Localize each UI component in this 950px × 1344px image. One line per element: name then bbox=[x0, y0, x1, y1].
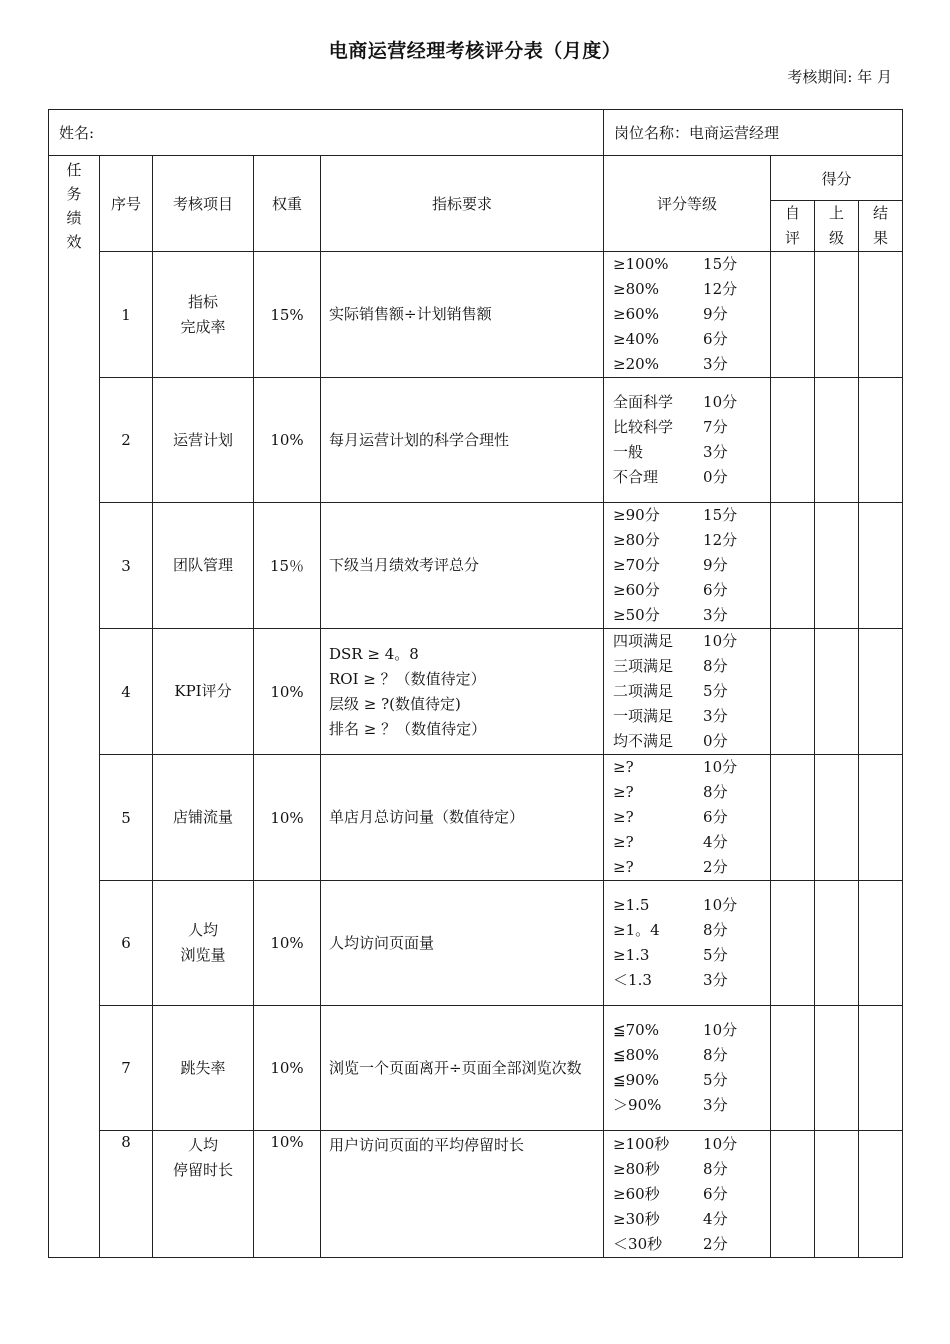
grade-points: 8分 bbox=[703, 1046, 728, 1064]
grade-line bbox=[613, 1043, 770, 1068]
row-item bbox=[153, 629, 254, 755]
header-char: 结 bbox=[873, 204, 889, 222]
grade-points: 4分 bbox=[703, 1209, 728, 1228]
name-field[interactable]: 姓名: bbox=[49, 110, 604, 156]
grade-level: ≥? bbox=[613, 808, 634, 826]
row-item-line: 团队管理 bbox=[172, 556, 233, 574]
superior-score-cell[interactable] bbox=[815, 1006, 859, 1131]
row-weight: 15％ bbox=[254, 503, 321, 629]
header-grade: 评分等级 bbox=[604, 156, 771, 252]
column-header-row bbox=[49, 156, 903, 201]
grade-level: ≥20% bbox=[613, 355, 659, 373]
grade-points: 8分 bbox=[703, 921, 728, 939]
row-item-line: 浏览量 bbox=[180, 946, 226, 964]
grade-points: 3分 bbox=[703, 971, 728, 989]
grade-line bbox=[613, 1018, 770, 1043]
row-item-line: 人均 bbox=[187, 921, 218, 939]
grade-line bbox=[613, 968, 770, 993]
requirement-line: 人均访问页面量 bbox=[329, 933, 435, 952]
grade-line bbox=[613, 1068, 770, 1093]
self-score-cell[interactable] bbox=[771, 503, 815, 629]
row-item-line: 跳失率 bbox=[180, 1058, 226, 1077]
grade-line bbox=[613, 503, 770, 528]
row-item bbox=[153, 1006, 254, 1131]
grade-line bbox=[613, 943, 770, 968]
grade-level: ≥1.3 bbox=[613, 946, 650, 964]
grade-line bbox=[613, 302, 770, 327]
grade-line bbox=[613, 729, 770, 754]
grade-level: 二项满足 bbox=[613, 682, 674, 700]
row-no: 7 bbox=[100, 1006, 153, 1131]
grade-level: 三项满足 bbox=[613, 657, 674, 675]
grade-line bbox=[613, 679, 770, 704]
header-char: 上 bbox=[829, 204, 845, 222]
self-score-cell[interactable] bbox=[771, 881, 815, 1006]
grade-level: ≥? bbox=[613, 783, 634, 801]
grade-level: ≥60% bbox=[613, 305, 659, 323]
requirement-line: 下级当月绩效考评总分 bbox=[329, 556, 480, 574]
grade-line bbox=[613, 352, 770, 377]
row-weight: 15% bbox=[254, 252, 321, 378]
grade-level: 不合理 bbox=[613, 468, 659, 486]
row-item bbox=[153, 881, 254, 1006]
row-grades bbox=[604, 755, 771, 881]
row-grades bbox=[604, 1006, 771, 1131]
row-requirement bbox=[321, 503, 604, 629]
grade-points: 3分 bbox=[703, 1096, 728, 1114]
grade-points: 12分 bbox=[703, 531, 738, 549]
result-score-cell[interactable] bbox=[859, 378, 903, 503]
row-weight: 10% bbox=[254, 1131, 321, 1258]
grade-points: 5分 bbox=[703, 946, 728, 964]
section-char: 绩 bbox=[66, 209, 82, 227]
row-no: 6 bbox=[100, 881, 153, 1006]
table-row bbox=[49, 1131, 903, 1258]
grade-line bbox=[613, 415, 770, 440]
grade-points: 10分 bbox=[703, 896, 738, 914]
row-grades bbox=[604, 378, 771, 503]
assessment-table bbox=[48, 109, 903, 1258]
grade-line bbox=[613, 654, 770, 679]
grade-points: 15分 bbox=[703, 255, 738, 273]
grade-points: 10分 bbox=[703, 632, 738, 650]
grade-points: 10分 bbox=[703, 1021, 738, 1039]
grade-level: ≥70分 bbox=[613, 556, 660, 574]
superior-score-cell[interactable] bbox=[815, 252, 859, 378]
assessment-period: 考核期间: 年 月 bbox=[787, 68, 892, 86]
grade-points: 12分 bbox=[703, 280, 738, 298]
grade-points: 15分 bbox=[703, 506, 738, 524]
grade-line bbox=[613, 1207, 770, 1232]
grade-points: 6分 bbox=[703, 808, 728, 826]
grade-level: ≦70% bbox=[613, 1021, 659, 1039]
grade-level: ≥80% bbox=[613, 280, 659, 298]
header-item: 考核项目 bbox=[153, 156, 254, 252]
grade-line bbox=[613, 918, 770, 943]
grade-points: 10分 bbox=[703, 1134, 738, 1153]
grade-points: 3分 bbox=[703, 707, 728, 725]
header-char: 自 bbox=[785, 204, 801, 222]
row-no: 8 bbox=[100, 1131, 153, 1258]
grade-level: ≥? bbox=[613, 758, 634, 776]
row-item-line: 运营计划 bbox=[172, 430, 233, 449]
grade-points: 8分 bbox=[703, 783, 728, 801]
grade-line bbox=[613, 465, 770, 490]
row-no: 4 bbox=[100, 629, 153, 755]
grade-level: ≥100秒 bbox=[613, 1134, 670, 1153]
grade-points: 9分 bbox=[703, 556, 728, 574]
grade-level: ＜30秒 bbox=[613, 1234, 663, 1253]
grade-points: 2分 bbox=[703, 858, 728, 876]
position-field: 岗位名称：电商运营经理 bbox=[604, 110, 903, 156]
row-requirement bbox=[321, 755, 604, 881]
header-char: 果 bbox=[873, 229, 889, 247]
row-weight: 10% bbox=[254, 881, 321, 1006]
grade-level: ≥40% bbox=[613, 330, 659, 348]
grade-line bbox=[613, 780, 770, 805]
grade-points: 5分 bbox=[703, 682, 728, 700]
grade-points: 0分 bbox=[703, 732, 728, 750]
grade-points: 3分 bbox=[703, 443, 728, 461]
row-grades bbox=[604, 881, 771, 1006]
grade-line bbox=[613, 553, 770, 578]
grade-line bbox=[613, 1232, 770, 1257]
self-score-cell[interactable] bbox=[771, 1131, 815, 1258]
grade-level: ≥60秒 bbox=[613, 1184, 660, 1203]
grade-level: ≥? bbox=[613, 833, 634, 851]
grade-points: 3分 bbox=[703, 606, 728, 624]
requirement-line: 每月运营计划的科学合理性 bbox=[329, 430, 510, 449]
grade-level: ＜1.3 bbox=[613, 971, 652, 989]
row-item-line: 停留时长 bbox=[172, 1161, 233, 1179]
table-row bbox=[49, 881, 903, 1006]
grade-level: ≥? bbox=[613, 858, 634, 876]
grade-level: ≥90分 bbox=[613, 506, 660, 524]
header-weight: 权重 bbox=[254, 156, 321, 252]
grade-level: ＞90% bbox=[613, 1096, 662, 1114]
grade-line bbox=[613, 277, 770, 302]
row-item bbox=[153, 252, 254, 378]
row-weight: 10% bbox=[254, 629, 321, 755]
superior-score-cell[interactable] bbox=[815, 755, 859, 881]
superior-score-cell[interactable] bbox=[815, 881, 859, 1006]
row-item bbox=[153, 1131, 254, 1258]
grade-line bbox=[613, 1132, 770, 1157]
grade-points: 7分 bbox=[703, 418, 728, 436]
table-row bbox=[49, 1006, 903, 1131]
grade-line bbox=[613, 1182, 770, 1207]
row-requirement bbox=[321, 881, 604, 1006]
self-score-cell[interactable] bbox=[771, 1006, 815, 1131]
row-item bbox=[153, 755, 254, 881]
page-title: 电商运营经理考核评分表（月度） bbox=[328, 40, 622, 62]
grade-level: 均不满足 bbox=[613, 732, 674, 750]
table-row bbox=[49, 378, 903, 503]
row-no: 1 bbox=[100, 252, 153, 378]
header-superior bbox=[815, 201, 859, 252]
grade-level: ≦80% bbox=[613, 1046, 659, 1064]
self-score-cell[interactable] bbox=[771, 755, 815, 881]
row-no: 2 bbox=[100, 378, 153, 503]
result-score-cell[interactable] bbox=[859, 755, 903, 881]
result-score-cell[interactable] bbox=[859, 1006, 903, 1131]
grade-points: 2分 bbox=[703, 1234, 728, 1253]
requirement-line: 层级 ≥ ?(数值待定) bbox=[329, 694, 461, 713]
grade-level: ≥80秒 bbox=[613, 1159, 660, 1178]
row-weight: 10% bbox=[254, 1006, 321, 1131]
row-requirement bbox=[321, 252, 604, 378]
requirement-line: 浏览一个页面离开÷页面全部浏览次数 bbox=[329, 1058, 582, 1077]
grade-points: 9分 bbox=[703, 305, 728, 323]
grade-line bbox=[613, 252, 770, 277]
header-score: 得分 bbox=[771, 156, 903, 201]
grade-line bbox=[613, 390, 770, 415]
grade-level: 全面科学 bbox=[613, 393, 674, 411]
header-self bbox=[771, 201, 815, 252]
self-score-cell[interactable] bbox=[771, 252, 815, 378]
row-item-line: 店铺流量 bbox=[172, 808, 233, 826]
section-label bbox=[49, 156, 100, 1258]
row-grades bbox=[604, 252, 771, 378]
row-item-line: 指标 bbox=[187, 292, 218, 311]
row-item-line: KPI评分 bbox=[174, 682, 232, 700]
result-score-cell[interactable] bbox=[859, 629, 903, 755]
requirement-line: 排名 ≥ ？（数值待定） bbox=[329, 719, 487, 738]
superior-score-cell[interactable] bbox=[815, 503, 859, 629]
requirement-line: 实际销售额÷计划销售额 bbox=[329, 305, 492, 323]
grade-points: 8分 bbox=[703, 1159, 728, 1178]
grade-level: ≥50分 bbox=[613, 606, 660, 624]
header-requirement: 指标要求 bbox=[321, 156, 604, 252]
result-score-cell[interactable] bbox=[859, 881, 903, 1006]
row-item bbox=[153, 378, 254, 503]
row-grades bbox=[604, 503, 771, 629]
row-grades bbox=[604, 1131, 771, 1258]
superior-score-cell[interactable] bbox=[815, 629, 859, 755]
row-no: 5 bbox=[100, 755, 153, 881]
grade-line bbox=[613, 327, 770, 352]
grade-points: 3分 bbox=[703, 355, 728, 373]
grade-points: 5分 bbox=[703, 1071, 728, 1089]
self-score-cell[interactable] bbox=[771, 378, 815, 503]
header-no: 序号 bbox=[100, 156, 153, 252]
header-result bbox=[859, 201, 903, 252]
section-char: 效 bbox=[66, 233, 82, 251]
result-score-cell[interactable] bbox=[859, 1131, 903, 1258]
grade-level: 比较科学 bbox=[613, 418, 674, 436]
table-row bbox=[49, 503, 903, 629]
row-item-line: 人均 bbox=[187, 1136, 218, 1154]
row-weight: 10% bbox=[254, 378, 321, 503]
section-char: 务 bbox=[66, 185, 82, 203]
superior-score-cell[interactable] bbox=[815, 1131, 859, 1258]
grade-points: 10分 bbox=[703, 393, 738, 411]
table-row bbox=[49, 629, 903, 755]
grade-line bbox=[613, 755, 770, 780]
grade-points: 10分 bbox=[703, 758, 738, 776]
section-char: 任 bbox=[66, 161, 82, 179]
header-char: 级 bbox=[829, 229, 845, 247]
result-score-cell[interactable] bbox=[859, 503, 903, 629]
row-grades bbox=[604, 629, 771, 755]
row-weight: 10% bbox=[254, 755, 321, 881]
grade-points: 6分 bbox=[703, 581, 728, 599]
grade-level: ≥1.5 bbox=[613, 896, 650, 914]
header-char: 评 bbox=[785, 229, 801, 247]
grade-line bbox=[613, 440, 770, 465]
grade-line bbox=[613, 578, 770, 603]
row-no: 3 bbox=[100, 503, 153, 629]
grade-level: ≥100% bbox=[613, 255, 669, 273]
grade-points: 4分 bbox=[703, 833, 728, 851]
grade-level: 四项满足 bbox=[613, 632, 674, 650]
table-row bbox=[49, 755, 903, 881]
requirement-line: DSR ≥ 4。8 bbox=[329, 644, 419, 663]
grade-level: ≥80分 bbox=[613, 531, 660, 549]
row-requirement bbox=[321, 1006, 604, 1131]
grade-line bbox=[613, 830, 770, 855]
grade-line bbox=[613, 805, 770, 830]
result-score-cell[interactable] bbox=[859, 252, 903, 378]
grade-level: ≥1。4 bbox=[613, 921, 660, 939]
requirement-line: 单店月总访问量（数值待定） bbox=[329, 808, 525, 826]
grade-level: 一般 bbox=[613, 443, 644, 461]
grade-line bbox=[613, 704, 770, 729]
header-info-row bbox=[49, 110, 903, 156]
requirement-line: 用户访问页面的平均停留时长 bbox=[329, 1136, 525, 1154]
grade-line bbox=[613, 1157, 770, 1182]
row-requirement bbox=[321, 1131, 604, 1258]
grade-points: 6分 bbox=[703, 1184, 728, 1203]
grade-points: 8分 bbox=[703, 657, 728, 675]
grade-level: ≥30秒 bbox=[613, 1209, 660, 1228]
grade-line bbox=[613, 893, 770, 918]
superior-score-cell[interactable] bbox=[815, 378, 859, 503]
grade-points: 0分 bbox=[703, 468, 728, 486]
grade-line bbox=[613, 1093, 770, 1118]
row-requirement bbox=[321, 629, 604, 755]
grade-level: ≦90% bbox=[613, 1071, 659, 1089]
grade-line bbox=[613, 855, 770, 880]
grade-points: 6分 bbox=[703, 330, 728, 348]
grade-line bbox=[613, 528, 770, 553]
row-requirement bbox=[321, 378, 604, 503]
grade-line bbox=[613, 629, 770, 654]
self-score-cell[interactable] bbox=[771, 629, 815, 755]
grade-level: 一项满足 bbox=[613, 707, 674, 725]
grade-line bbox=[613, 603, 770, 628]
row-item-line: 完成率 bbox=[180, 317, 226, 336]
row-item bbox=[153, 503, 254, 629]
requirement-line: ROI ≥ ？（数值待定） bbox=[329, 669, 486, 688]
grade-level: ≥60分 bbox=[613, 581, 660, 599]
table-row bbox=[49, 252, 903, 378]
